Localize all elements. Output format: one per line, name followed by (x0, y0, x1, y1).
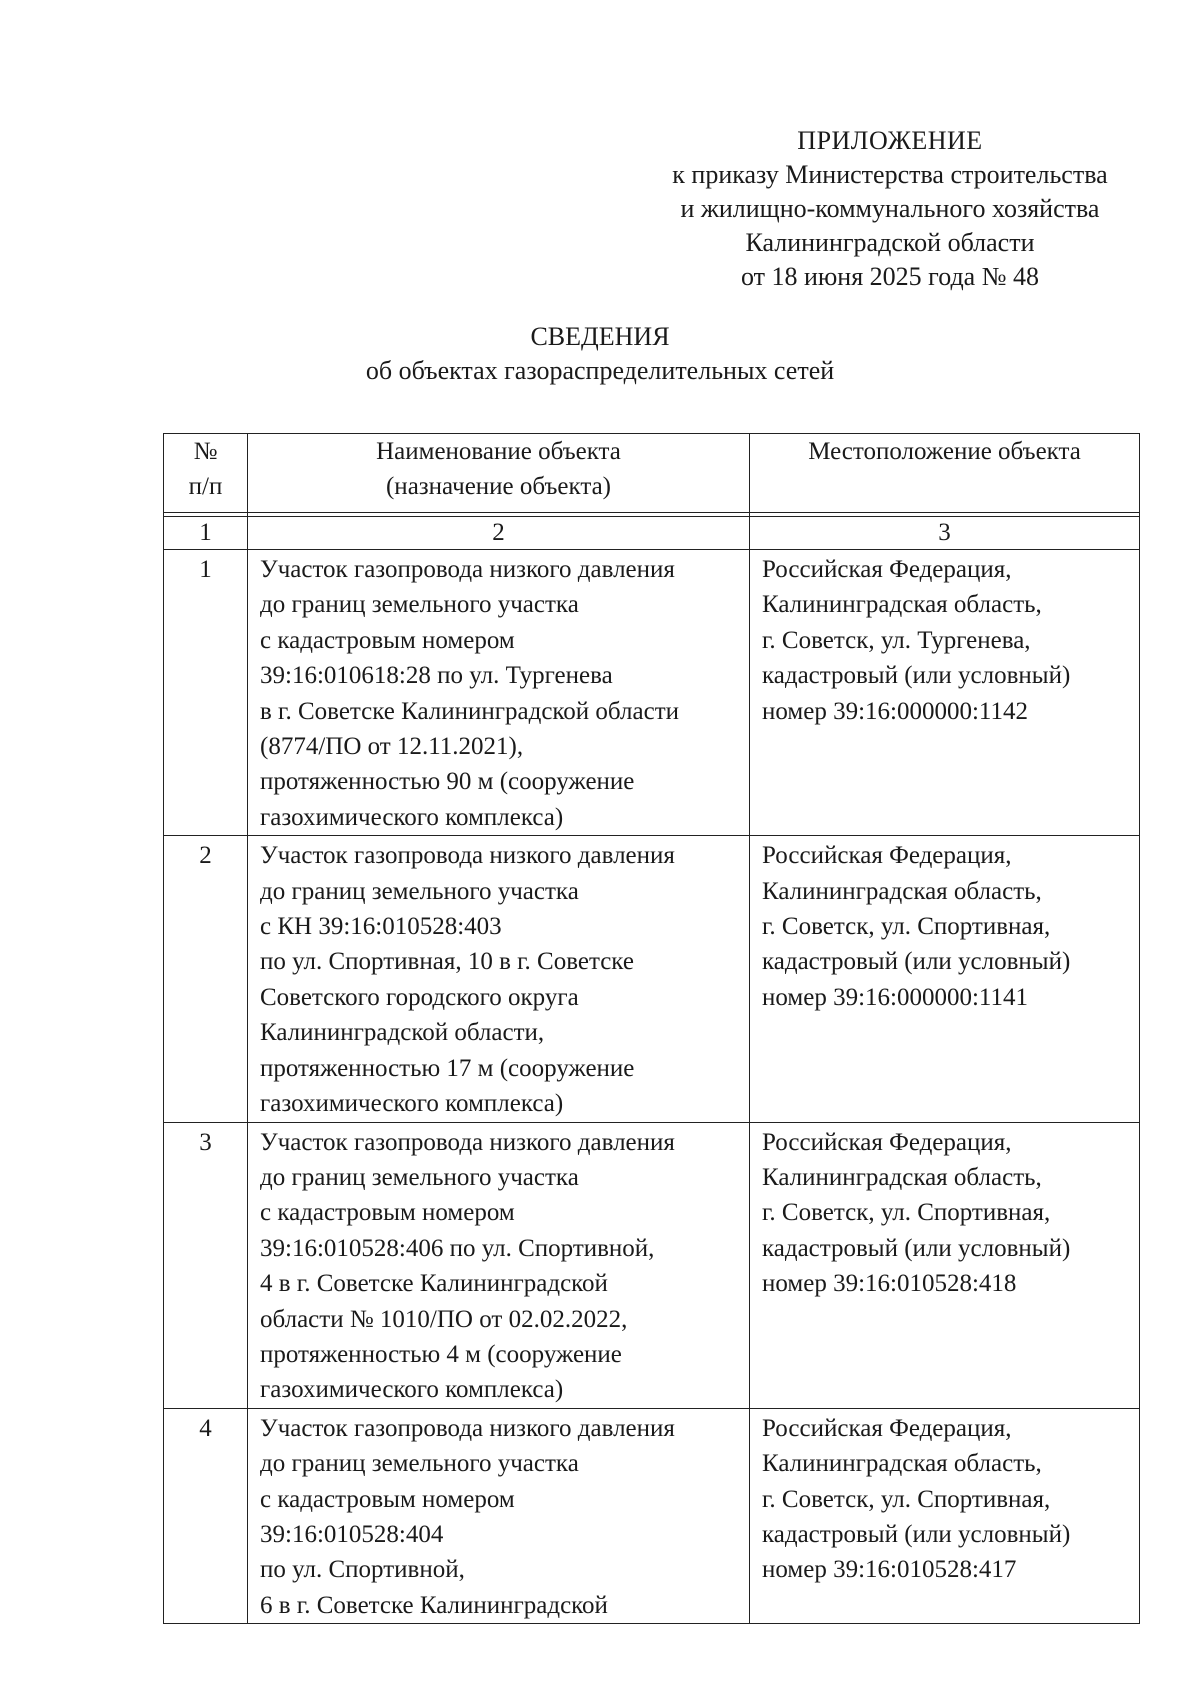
object-name-line: газохимического комплекса) (260, 1090, 564, 1118)
object-name-line: Участок газопровода низкого давления (260, 1128, 675, 1156)
object-location-line: г. Советск, ул. Спортивная, (762, 913, 1051, 941)
table-row (164, 550, 1140, 836)
object-name-line: до границ земельного участка (260, 877, 579, 905)
object-name-line: 39:16:010528:404 (260, 1520, 444, 1548)
object-name-line: с кадастровым номером (260, 1485, 515, 1513)
object-location-line: номер 39:16:000000:1141 (762, 983, 1028, 1011)
object-location-line: кадастровый (или условный) (762, 948, 1071, 976)
table-row (164, 1122, 1140, 1408)
object-name-line: протяженностью 90 м (сооружение (260, 768, 635, 796)
object-name-cell (248, 550, 750, 836)
object-location-line: Калининградская область, (762, 1450, 1042, 1478)
object-name-line: Участок газопровода низкого давления (260, 842, 675, 870)
object-name-line: с кадастровым номером (260, 626, 515, 654)
object-name-cell (248, 836, 750, 1122)
column-number-3: 3 (750, 517, 1140, 550)
object-name-line: 39:16:010618:28 по ул. Тургенева (260, 662, 613, 690)
object-name-line: Советского городского округа (260, 983, 579, 1011)
object-location-line: кадастровый (или условный) (762, 1520, 1071, 1548)
header-num-line-2: п/п (188, 473, 223, 501)
object-name-line: протяженностью 17 м (сооружение (260, 1054, 635, 1082)
row-number: 3 (164, 1122, 248, 1408)
object-name-line: (8774/ПО от 12.11.2021), (260, 733, 524, 761)
row-number: 1 (164, 550, 248, 836)
object-location-line: Российская Федерация, (762, 1414, 1012, 1442)
header-name-line-2: (назначение объекта) (385, 473, 611, 501)
object-location-cell (750, 836, 1140, 1122)
appendix-title: ПРИЛОЖЕНИЕ (797, 126, 983, 155)
appendix-line-2: и жилищно-коммунального хозяйства (680, 194, 1100, 223)
object-location-line: кадастровый (или условный) (762, 1234, 1071, 1262)
object-name-line: Калининградской области, (260, 1019, 545, 1047)
object-location-cell (750, 550, 1140, 836)
object-name-line: по ул. Спортивная, 10 в г. Советске (260, 948, 634, 976)
object-location-line: Калининградская область, (762, 877, 1042, 905)
object-location-line: Российская Федерация, (762, 842, 1012, 870)
objects-table (163, 433, 1140, 1624)
table-body (164, 550, 1140, 1624)
object-name-line: в г. Советске Калининградской области (260, 697, 680, 725)
appendix-line-3: Калининградской области (745, 228, 1035, 257)
table-header-row (164, 434, 1140, 513)
appendix-line-4: от 18 июня 2025 года № 48 (740, 262, 1040, 291)
object-name-line: области № 1010/ПО от 02.02.2022, (260, 1305, 628, 1333)
object-name-line: с КН 39:16:010528:403 (260, 913, 502, 941)
header-location-line-1: Местоположение объекта (808, 438, 1081, 465)
object-location-line: Калининградская область, (762, 1163, 1042, 1191)
object-location-line: Калининградская область, (762, 591, 1042, 619)
object-name-line: протяженностью 4 м (сооружение (260, 1340, 622, 1368)
object-location-line: номер 39:16:010528:418 (762, 1270, 1017, 1298)
object-location-line: г. Советск, ул. Спортивная, (762, 1485, 1051, 1513)
object-name-line: Участок газопровода низкого давления (260, 556, 675, 583)
row-number: 4 (164, 1408, 248, 1623)
object-name-line: 6 в г. Советске Калининградской (260, 1591, 608, 1619)
header-name-line-1: Наименование объекта (376, 438, 621, 465)
object-location-line: Российская Федерация, (762, 1128, 1012, 1156)
header-num-line-1: № (193, 438, 218, 465)
object-name-cell (248, 1122, 750, 1408)
object-location-line: номер 39:16:010528:417 (762, 1556, 1017, 1584)
object-name-line: газохимического комплекса) (260, 803, 564, 831)
appendix-line-1: к приказу Министерства строительства (672, 160, 1108, 189)
object-name-line: Участок газопровода низкого давления (260, 1414, 675, 1442)
column-number-2: 2 (248, 517, 750, 550)
object-location-line: номер 39:16:000000:1142 (762, 697, 1028, 725)
object-location-line: г. Советск, ул. Тургенева, (762, 626, 1031, 654)
heading-title: СВЕДЕНИЯ (530, 322, 670, 351)
object-name-line: до границ земельного участка (260, 591, 579, 619)
table-row (164, 836, 1140, 1122)
object-name-line: 39:16:010528:406 по ул. Спортивной, (260, 1234, 655, 1262)
object-location-line: г. Советск, ул. Спортивная, (762, 1199, 1051, 1227)
heading-subtitle: об объектах газораспределительных сетей (365, 356, 835, 385)
column-number-row (164, 517, 1140, 550)
object-location-line: Российская Федерация, (762, 556, 1012, 583)
object-location-cell (750, 1408, 1140, 1623)
row-number: 2 (164, 836, 248, 1122)
header-num (164, 434, 248, 513)
object-location-line: кадастровый (или условный) (762, 662, 1071, 690)
object-name-line: по ул. Спортивной, (260, 1556, 465, 1584)
object-name-line: с кадастровым номером (260, 1199, 515, 1227)
document-heading (0, 320, 1200, 388)
object-name-line: 4 в г. Советске Калининградской (260, 1270, 608, 1298)
object-name-line: до границ земельного участка (260, 1163, 579, 1191)
object-name-line: до границ земельного участка (260, 1450, 579, 1478)
header-location (750, 434, 1140, 513)
object-name-cell (248, 1408, 750, 1623)
header-name (248, 434, 750, 513)
column-number-1: 1 (164, 517, 248, 550)
object-name-line: газохимического комплекса) (260, 1376, 564, 1404)
appendix-block (640, 124, 1140, 294)
object-location-cell (750, 1122, 1140, 1408)
table-row (164, 1408, 1140, 1623)
